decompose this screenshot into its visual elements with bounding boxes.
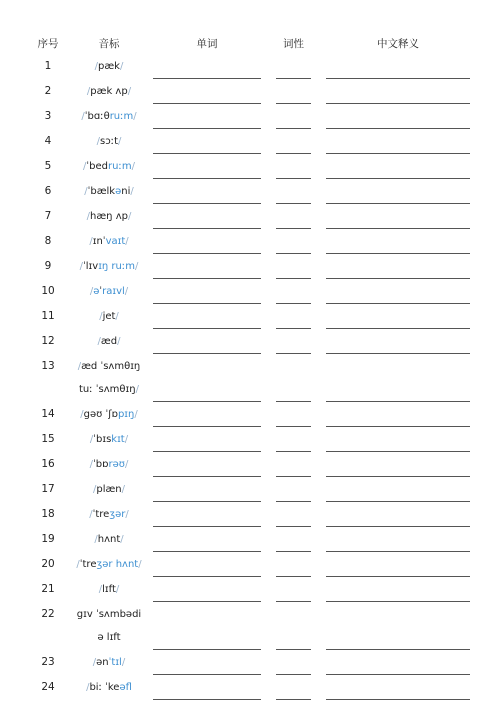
- phonetic-text: hæŋ ʌp: [90, 211, 128, 222]
- slash-mark: /: [121, 484, 126, 495]
- slash-mark: /: [115, 311, 119, 322]
- phonetic-text: ʒər: [109, 509, 126, 520]
- word-answer-line[interactable]: [153, 128, 261, 129]
- row-number: 17: [41, 483, 55, 495]
- meaning-answer-line[interactable]: [326, 153, 470, 154]
- pos-answer-line[interactable]: [276, 601, 311, 602]
- phonetic-line: [70, 280, 148, 303]
- word-answer-line[interactable]: [153, 278, 261, 279]
- table-row: [0, 429, 500, 453]
- row-number: 7: [44, 210, 52, 222]
- meaning-answer-line[interactable]: [326, 253, 470, 254]
- table-row: [0, 504, 500, 528]
- pos-answer-line[interactable]: [276, 353, 311, 354]
- table-row: [0, 529, 500, 553]
- phonetic-cell: [70, 230, 148, 253]
- phonetic-cell: [70, 255, 148, 278]
- phonetic-cell: [70, 355, 148, 401]
- table-row: [0, 677, 500, 701]
- header-meaning: 中文释义: [377, 38, 419, 50]
- phonetic-text: ʒər hʌnt: [96, 559, 139, 570]
- word-answer-line[interactable]: [153, 253, 261, 254]
- table-row: [0, 231, 500, 255]
- pos-answer-line[interactable]: [276, 551, 311, 552]
- phonetic-line: [70, 105, 148, 128]
- meaning-answer-line[interactable]: [326, 353, 470, 354]
- phonetic-line: [70, 478, 148, 501]
- phonetic-text: æd ˈsʌmθɪŋ: [81, 361, 141, 372]
- table-row: [0, 81, 500, 105]
- header-phonetic: 音标: [98, 38, 120, 50]
- pos-answer-line[interactable]: [276, 328, 311, 329]
- phonetic-line: [70, 255, 148, 278]
- meaning-answer-line[interactable]: [326, 228, 470, 229]
- phonetic-text: ˈtɪl: [108, 657, 122, 668]
- pos-answer-line[interactable]: [276, 426, 311, 427]
- word-answer-line[interactable]: [153, 103, 261, 104]
- word-answer-line[interactable]: [153, 153, 261, 154]
- slash-mark: /: [135, 384, 139, 395]
- phonetic-cell: [70, 528, 148, 551]
- phonetic-cell: [70, 578, 148, 601]
- meaning-answer-line[interactable]: [326, 526, 470, 527]
- phonetic-text: lɪft: [102, 584, 116, 595]
- word-answer-line[interactable]: [153, 228, 261, 229]
- phonetic-text: gəʊ ˈʃɒ: [83, 409, 118, 420]
- word-answer-line[interactable]: [153, 501, 261, 502]
- phonetic-text: pæk: [98, 61, 120, 72]
- meaning-answer-line[interactable]: [326, 576, 470, 577]
- slash-mark: /: [120, 534, 124, 545]
- pos-answer-line[interactable]: [276, 476, 311, 477]
- slash-mark: /: [124, 434, 129, 445]
- slash-mark: /: [119, 61, 124, 72]
- word-answer-line[interactable]: [153, 328, 261, 329]
- phonetic-text: ˈtre: [79, 559, 97, 570]
- slash-mark: /: [86, 682, 90, 693]
- word-answer-line[interactable]: [153, 674, 261, 675]
- pos-answer-line[interactable]: [276, 401, 311, 402]
- phonetic-text: ˈbɪs: [93, 434, 112, 445]
- word-answer-line[interactable]: [153, 401, 261, 402]
- row-number: 3: [44, 110, 52, 122]
- slash-mark: /: [131, 161, 135, 172]
- phonetic-line: [70, 155, 148, 178]
- word-answer-line[interactable]: [153, 353, 261, 354]
- phonetic-cell: [70, 330, 148, 353]
- meaning-answer-line[interactable]: [326, 401, 470, 402]
- pos-answer-line[interactable]: [276, 699, 311, 700]
- phonetic-text: gɪv ˈsʌmbədi: [76, 609, 142, 620]
- slash-mark: /: [77, 361, 82, 372]
- phonetic-cell: [70, 403, 148, 426]
- phonetic-line: [70, 305, 148, 328]
- slash-mark: /: [92, 657, 97, 668]
- phonetic-text: kɪt: [111, 434, 125, 445]
- phonetic-line: [70, 453, 148, 476]
- phonetic-text: jet: [102, 311, 116, 322]
- slash-mark: /: [133, 111, 137, 122]
- meaning-answer-line[interactable]: [326, 649, 470, 650]
- table-row: [0, 181, 500, 205]
- phonetic-cell: [70, 503, 148, 526]
- slash-mark: /: [138, 559, 142, 570]
- phonetic-text: ɪŋ ruːm: [98, 261, 135, 272]
- table-row: [0, 131, 500, 155]
- phonetic-text: æd: [100, 336, 118, 347]
- meaning-answer-line[interactable]: [326, 78, 470, 79]
- row-number: 20: [41, 558, 55, 570]
- row-number: 2: [44, 85, 52, 97]
- header-word: 单词: [196, 38, 218, 50]
- row-number: 16: [41, 458, 55, 470]
- word-answer-line[interactable]: [153, 699, 261, 700]
- phonetic-cell: [70, 676, 148, 699]
- phonetic-text: ə: [115, 186, 122, 197]
- phonetic-text: biː ˈke: [89, 682, 120, 693]
- header-pos: 词性: [283, 38, 304, 50]
- phonetic-text: əfl: [119, 682, 132, 693]
- phonetic-cell: [70, 205, 148, 228]
- word-answer-line[interactable]: [153, 526, 261, 527]
- table-row: [0, 652, 500, 676]
- slash-mark: /: [130, 186, 134, 197]
- phonetic-text: ə lɪft: [97, 632, 121, 643]
- phonetic-line: [70, 603, 148, 626]
- phonetic-text: vaɪt: [105, 236, 126, 247]
- phonetic-text: pæk ʌp: [90, 86, 128, 97]
- meaning-answer-line[interactable]: [326, 476, 470, 477]
- phonetic-cell: [70, 155, 148, 178]
- phonetic-text: hʌnt: [97, 534, 121, 545]
- pos-answer-line[interactable]: [276, 78, 311, 79]
- slash-mark: /: [89, 236, 93, 247]
- word-answer-line[interactable]: [153, 476, 261, 477]
- pos-answer-line[interactable]: [276, 253, 311, 254]
- phonetic-text: ni: [121, 186, 131, 197]
- pos-answer-line[interactable]: [276, 576, 311, 577]
- slash-mark: /: [134, 409, 138, 420]
- slash-mark: /: [125, 509, 129, 520]
- meaning-answer-line[interactable]: [326, 278, 470, 279]
- meaning-answer-line[interactable]: [326, 328, 470, 329]
- phonetic-text: ˈtre: [92, 509, 110, 520]
- phonetic-text: ˈbɒ: [93, 459, 109, 470]
- pos-answer-line[interactable]: [276, 451, 311, 452]
- word-answer-line[interactable]: [153, 451, 261, 452]
- phonetic-cell: [70, 180, 148, 203]
- phonetic-cell: [70, 603, 148, 649]
- phonetic-text: sɔːt: [100, 136, 118, 147]
- phonetic-text: ˈbælk: [87, 186, 116, 197]
- phonetic-cell: [70, 651, 148, 674]
- table-row: [0, 579, 500, 603]
- phonetic-line: [70, 651, 148, 674]
- meaning-answer-line[interactable]: [326, 203, 470, 204]
- table-row: [0, 356, 500, 403]
- table-row: [0, 554, 500, 578]
- meaning-answer-line[interactable]: [326, 303, 470, 304]
- meaning-answer-line[interactable]: [326, 551, 470, 552]
- row-number: 14: [41, 408, 55, 420]
- meaning-answer-line[interactable]: [326, 699, 470, 700]
- pos-answer-line[interactable]: [276, 203, 311, 204]
- row-number: 1: [44, 60, 52, 72]
- slash-mark: /: [97, 336, 101, 347]
- row-number: 8: [44, 235, 52, 247]
- slash-mark: /: [79, 261, 84, 272]
- pos-answer-line[interactable]: [276, 128, 311, 129]
- pos-answer-line[interactable]: [276, 278, 311, 279]
- pos-answer-line[interactable]: [276, 526, 311, 527]
- row-number: 12: [41, 335, 55, 347]
- phonetic-line: [70, 403, 148, 426]
- phonetic-text: raɪvl: [102, 286, 125, 297]
- meaning-answer-line[interactable]: [326, 451, 470, 452]
- phonetic-line: [70, 355, 148, 378]
- phonetic-cell: [70, 130, 148, 153]
- slash-mark: /: [83, 161, 87, 172]
- pos-answer-line[interactable]: [276, 153, 311, 154]
- word-answer-line[interactable]: [153, 178, 261, 179]
- slash-mark: /: [115, 584, 120, 595]
- slash-mark: /: [134, 261, 139, 272]
- word-answer-line[interactable]: [153, 426, 261, 427]
- pos-answer-line[interactable]: [276, 178, 311, 179]
- meaning-answer-line[interactable]: [326, 501, 470, 502]
- phonetic-cell: [70, 553, 148, 576]
- row-number: 5: [44, 160, 52, 172]
- phonetic-line: [70, 553, 148, 576]
- row-number: 19: [41, 533, 55, 545]
- slash-mark: /: [86, 86, 91, 97]
- phonetic-text: tuː ˈsʌmθɪŋ: [79, 384, 136, 395]
- phonetic-cell: [70, 305, 148, 328]
- slash-mark: /: [84, 186, 88, 197]
- pos-answer-line[interactable]: [276, 674, 311, 675]
- slash-mark: /: [99, 311, 103, 322]
- slash-mark: /: [92, 484, 97, 495]
- phonetic-line: [70, 80, 148, 103]
- slash-mark: /: [76, 559, 80, 570]
- phonetic-line: [70, 205, 148, 228]
- meaning-answer-line[interactable]: [326, 103, 470, 104]
- slash-mark: /: [124, 459, 129, 470]
- slash-mark: /: [121, 657, 126, 668]
- slash-mark: /: [94, 534, 98, 545]
- phonetic-cell: [70, 80, 148, 103]
- phonetic-line: [70, 180, 148, 203]
- row-number: 24: [41, 681, 55, 693]
- phonetic-line: [70, 676, 148, 699]
- word-answer-line[interactable]: [153, 303, 261, 304]
- pos-answer-line[interactable]: [276, 228, 311, 229]
- meaning-answer-line[interactable]: [326, 426, 470, 427]
- slash-mark: /: [89, 286, 94, 297]
- word-answer-line[interactable]: [153, 576, 261, 577]
- phonetic-line: [70, 130, 148, 153]
- row-number: 10: [41, 285, 55, 297]
- phonetic-line: [70, 428, 148, 451]
- meaning-answer-line[interactable]: [326, 601, 470, 602]
- table-row: [0, 479, 500, 503]
- row-number: 4: [44, 135, 52, 147]
- slash-mark: /: [96, 136, 100, 147]
- table-row: [0, 454, 500, 478]
- phonetic-line: [70, 578, 148, 601]
- word-answer-line[interactable]: [153, 203, 261, 204]
- phonetic-text: ˈ: [99, 286, 103, 297]
- phonetic-cell: [70, 428, 148, 451]
- header-num: 序号: [37, 38, 59, 50]
- row-number: 13: [41, 360, 55, 372]
- phonetic-line: [70, 626, 148, 649]
- row-number: 15: [41, 433, 55, 445]
- phonetic-text: ˈbed: [86, 161, 109, 172]
- meaning-answer-line[interactable]: [326, 178, 470, 179]
- phonetic-text: ruːm: [109, 111, 134, 122]
- phonetic-text: ˈbɑːθ: [84, 111, 110, 122]
- phonetic-cell: [70, 280, 148, 303]
- phonetic-text: ruːm: [108, 161, 132, 172]
- word-answer-line[interactable]: [153, 601, 261, 602]
- slash-mark: /: [80, 409, 84, 420]
- phonetic-cell: [70, 55, 148, 78]
- pos-answer-line[interactable]: [276, 103, 311, 104]
- phonetic-line: [70, 230, 148, 253]
- slash-mark: /: [94, 61, 99, 72]
- phonetic-line: [70, 330, 148, 353]
- slash-mark: /: [127, 211, 132, 222]
- row-number: 21: [41, 583, 55, 595]
- phonetic-text: ɪnˈ: [92, 236, 106, 247]
- meaning-answer-line[interactable]: [326, 674, 470, 675]
- word-answer-line[interactable]: [153, 78, 261, 79]
- table-row: [0, 404, 500, 428]
- phonetic-cell: [70, 453, 148, 476]
- table-row: [0, 306, 500, 330]
- row-number: 18: [41, 508, 55, 520]
- phonetic-text: pɪŋ: [117, 409, 135, 420]
- table-row: [0, 106, 500, 130]
- slash-mark: /: [86, 211, 91, 222]
- table-row: [0, 256, 500, 280]
- row-number: 6: [44, 185, 52, 197]
- phonetic-text: ə: [93, 286, 100, 297]
- pos-answer-line[interactable]: [276, 649, 311, 650]
- slash-mark: /: [98, 584, 103, 595]
- word-answer-line[interactable]: [153, 551, 261, 552]
- slash-mark: /: [89, 509, 93, 520]
- slash-mark: /: [89, 434, 94, 445]
- table-row: [0, 331, 500, 355]
- row-number: 22: [41, 608, 55, 620]
- slash-mark: /: [124, 286, 129, 297]
- table-row: [0, 56, 500, 80]
- pos-answer-line[interactable]: [276, 501, 311, 502]
- slash-mark: /: [89, 459, 94, 470]
- word-answer-line[interactable]: [153, 649, 261, 650]
- slash-mark: /: [125, 236, 129, 247]
- phonetic-text: plæn: [96, 484, 122, 495]
- phonetic-text: ˈlɪv: [83, 261, 99, 272]
- table-row: [0, 604, 500, 651]
- phonetic-line: [70, 528, 148, 551]
- table-row: [0, 206, 500, 230]
- meaning-answer-line[interactable]: [326, 128, 470, 129]
- phonetic-line: [70, 378, 148, 401]
- phonetic-text: rəʊ: [108, 459, 125, 470]
- slash-mark: /: [118, 136, 122, 147]
- phonetic-text: ən: [96, 657, 109, 668]
- pos-answer-line[interactable]: [276, 303, 311, 304]
- slash-mark: /: [117, 336, 121, 347]
- slash-mark: /: [127, 86, 132, 97]
- table-row: [0, 156, 500, 180]
- row-number: 23: [41, 656, 55, 668]
- slash-mark: /: [81, 111, 85, 122]
- phonetic-cell: [70, 105, 148, 128]
- phonetic-line: [70, 503, 148, 526]
- row-number: 11: [41, 310, 55, 322]
- table-row: [0, 281, 500, 305]
- phonetic-cell: [70, 478, 148, 501]
- phonetic-line: [70, 55, 148, 78]
- row-number: 9: [44, 260, 52, 272]
